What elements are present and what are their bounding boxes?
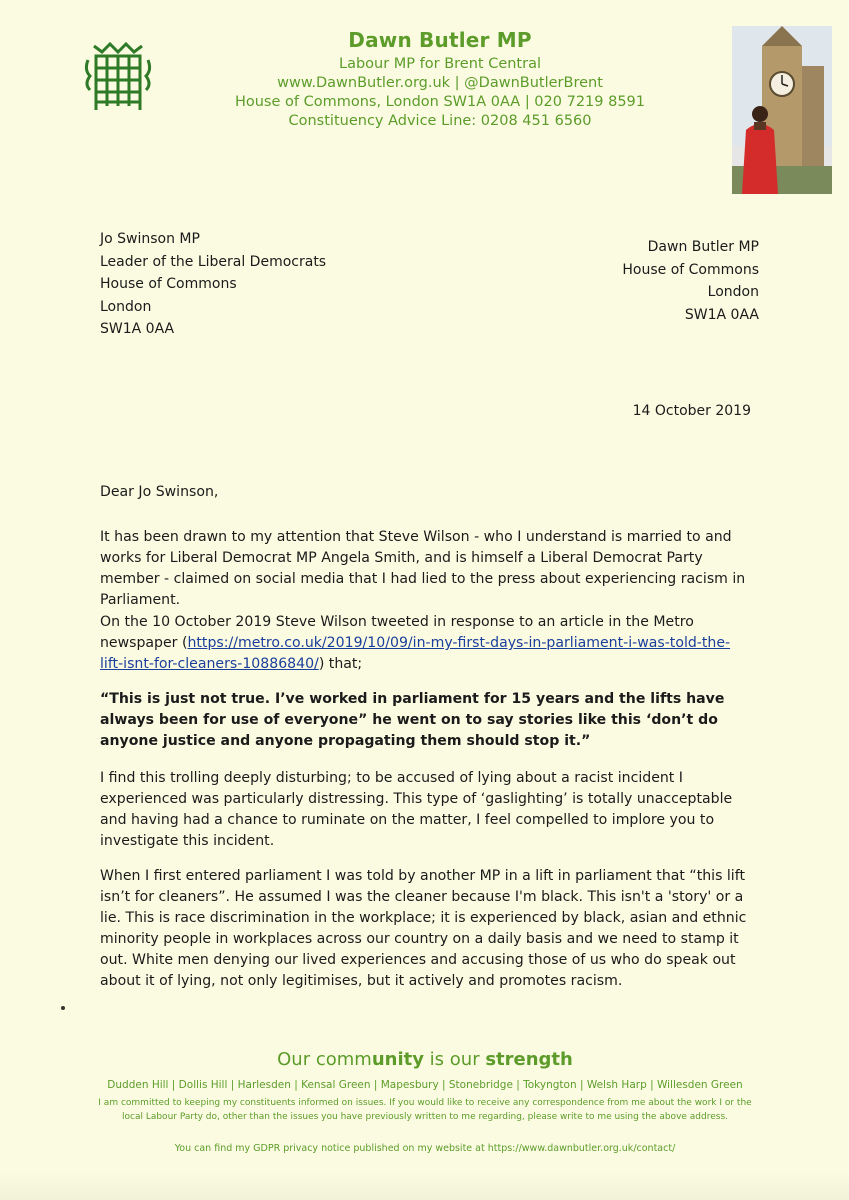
recipient-line: SW1A 0AA [100,321,175,337]
footer-motto [80,1049,770,1070]
mp-name: Dawn Butler MP [348,28,532,52]
recipient-line: Leader of the Liberal Democrats [100,253,327,270]
metro-article-link[interactable]: https://metro.co.uk/2019/10/09/in-my-first-days-in-parliament-i-was-told-the-lift-isnt-for-cleaners-10886840/ [100,635,731,672]
paragraph-4: When I first entered parliament I was told by another MP in a lift in parliament that “this lift isn’t for cleaners”. He assumed I was the cleaner because I'm black. This isn't a 'story' or a lie. This is race discrimination in the workplace; it is experienced by black, asian and ethnic minority people in workplaces across our country on a daily basis and we need to stamp it out. White men denying our lived experiences and accusing those of us who do speak out about it of lying, not only legitimises, but it actively and promotes racism. [100,868,747,989]
mp-role: Labour MP for Brent Central [338,56,541,72]
recipient-address [100,228,326,341]
sender-address [622,236,759,326]
motto-part: is our [423,1049,486,1070]
recipient-line: Jo Swinson MP [100,231,200,247]
mp-address: House of Commons, London SW1A 0AA | 020 7219 8591 [234,94,646,110]
paragraph-1: It has been drawn to my attention that Steve Wilson - who I understand is married to and works for Liberal Democrat MP Angela Smith, and is himself a Liberal Democrat Party member - claimed on social media that I had lied to the press about experiencing racism in Parliament. [100,529,746,608]
mp-advice-line: Constituency Advice Line: 0208 451 6560 [288,113,592,129]
motto-part: Our comm [277,1049,372,1070]
portcullis-icon [84,40,152,118]
sender-line: London [707,284,759,300]
paragraph-3: I find this trolling deeply disturbing; to be accused of lying about a racist incident I experienced was particularly distressing. This type of ‘gaslighting’ is totally unacceptable and having had a chance to ruminate on the matter, I feel compelled to implore you to investigate this incident. [100,770,733,849]
paragraph-2 [100,612,752,675]
motto-part: unity [371,1049,424,1070]
sender-line: House of Commons [622,261,759,278]
footer-gdpr-notice: You can find my GDPR privacy notice published on my website at https://www.dawnbutler.org.uk/contact/ [174,1143,676,1154]
quoted-tweet: “This is just not true. I’ve worked in parliament for 15 years and the lifts have always been for use of everyone” he went on to say stories like this ‘don’t do anyone justice and anyone propagating them should stop it.” [100,691,725,749]
paragraph-2-before: On the 10 October 2019 Steve Wilson tweeted in response to an article in the Metro newspaper ( [100,614,694,651]
salutation: Dear Jo Swinson, [100,484,219,500]
motto-part: strength [485,1049,573,1070]
recipient-line: London [100,298,152,315]
footer-consent: I am committed to keeping my constituents informed on issues. If you would like to receive any correspondence from me about the work I or the local Labour Party do, other than the issues you have previously written to me regarding, please write to me using the above address. [98,1098,752,1122]
letterhead [230,28,650,129]
stray-mark [61,1006,65,1010]
page-edge [0,1172,849,1200]
sender-line: SW1A 0AA [684,306,759,323]
sender-line: Dawn Butler MP [647,239,759,255]
paragraph-2-after: ) that; [318,656,363,672]
footer-wards: Dudden Hill | Dollis Hill | Harlesden | Kensal Green | Mapesbury | Stonebridge | Tokyngton | Welsh Harp | Willesden Green [107,1079,743,1091]
portrait-big-ben-photo [732,26,832,194]
letter-date: 14 October 2019 [632,403,751,419]
recipient-line: House of Commons [100,276,237,292]
mp-web: www.DawnButler.org.uk | @DawnButlerBrent [277,75,603,91]
